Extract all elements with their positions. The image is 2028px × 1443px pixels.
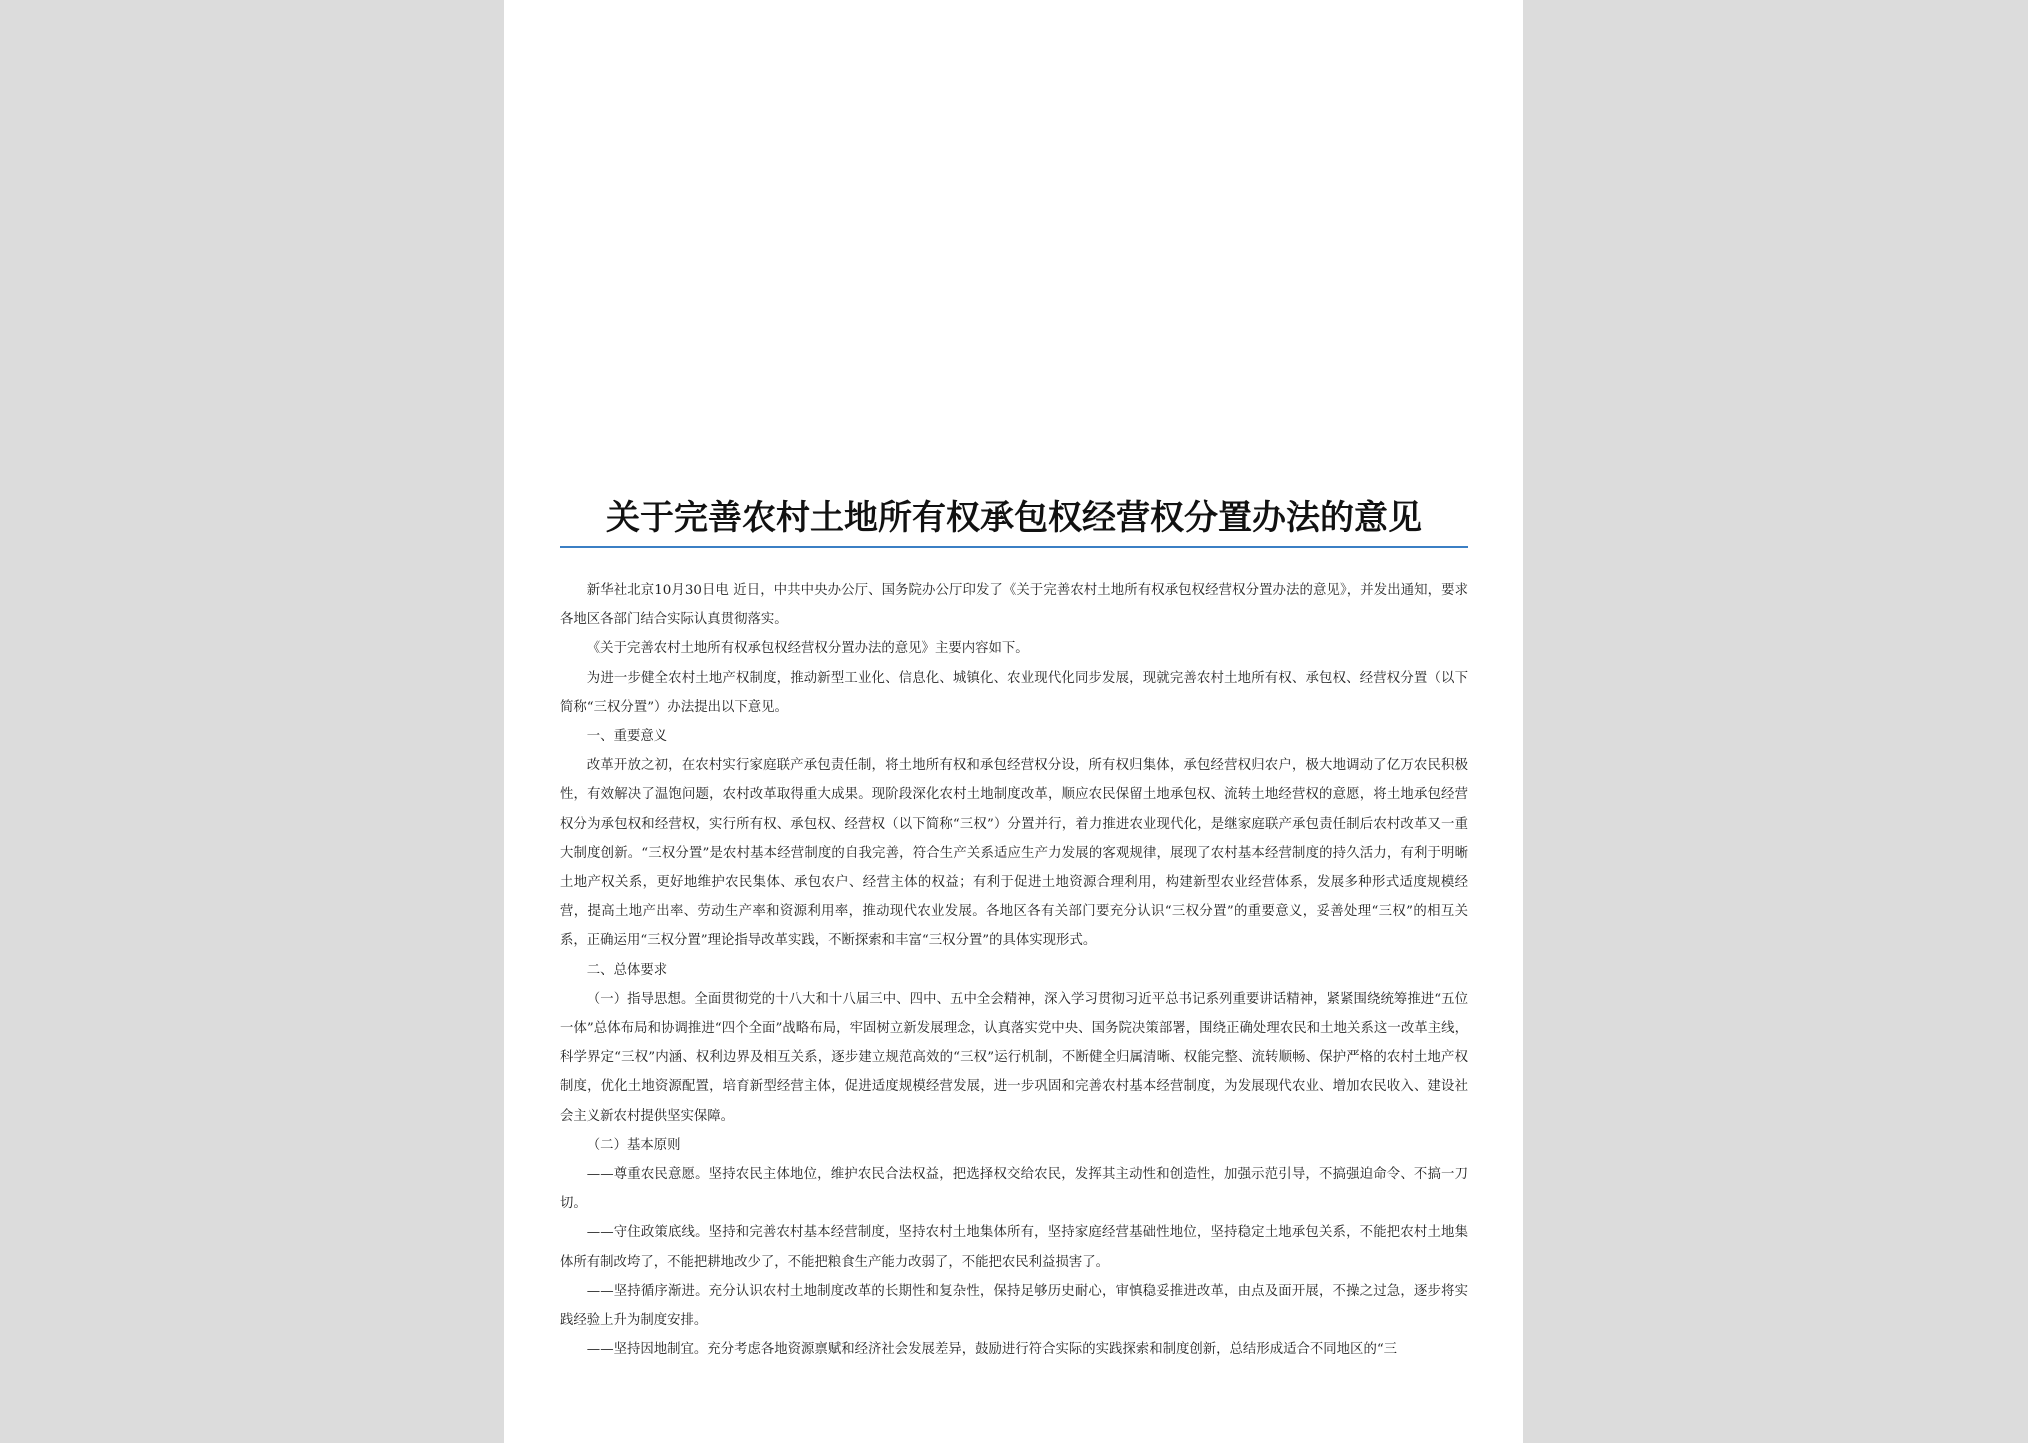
document-body (560, 576, 1468, 1364)
paragraph-guiding-ideology: （一）指导思想。全面贯彻党的十八大和十八届三中、四中、五中全会精神，深入学习贯彻习近平总书记系列重要讲话精神，紧紧围绕统筹推进“五位一体”总体布局和协调推进“四个全面”战略布局，牢固树立新发展理念，认真落实党中央、国务院决策部署，围绕正确处理农民和土地关系这一改革主线，科学界定“三权”内涵、权利边界及相互关系，逐步建立规范高效的“三权”运行机制，不断健全归属清晰、权能完整、流转顺畅、保护严格的农村土地产权制度，优化土地资源配置，培育新型经营主体，促进适度规模经营发展，进一步巩固和完善农村基本经营制度，为发展现代农业、增加农民收入、建设社会主义新农村提供坚实保障。 (560, 991, 1468, 1124)
title-underline (560, 546, 1468, 548)
paragraph-purpose: 为进一步健全农村土地产权制度，推动新型工业化、信息化、城镇化、农业现代化同步发展，现就完善农村土地所有权、承包权、经营权分置（以下简称“三权分置”）办法提出以下意见。 (560, 670, 1468, 715)
paragraph-content-intro: 《关于完善农村土地所有权承包权经营权分置办法的意见》主要内容如下。 (586, 641, 1029, 657)
document-page (504, 0, 1523, 1443)
document-title: 关于完善农村土地所有权承包权经营权分置办法的意见 (606, 498, 1422, 538)
paragraph-importance: 改革开放之初，在农村实行家庭联产承包责任制，将土地所有权和承包经营权分设，所有权归集体，承包经营权归农户，极大地调动了亿万农民积极性，有效解决了温饱问题，农村改革取得重大成果。现阶段深化农村土地制度改革，顺应农民保留土地承包权、流转土地经营权的意愿，将土地承包经营权分为承包权和经营权，实行所有权、承包权、经营权（以下简称“三权”）分置并行，着力推进农业现代化，是继家庭联产承包责任制后农村改革又一重大制度创新。“三权分置”是农村基本经营制度的自我完善，符合生产关系适应生产力发展的客观规律，展现了农村基本经营制度的持久活力，有利于明晰土地产权关系，更好地维护农民集体、承包农户、经营主体的权益；有利于促进土地资源合理利用，构建新型农业经营体系，发展多种形式适度规模经营，提高土地产出率、劳动生产率和资源利用率，推动现代农业发展。各地区各有关部门要充分认识“三权分置”的重要意义，妥善处理“三权”的相互关系，正确运用“三权分置”理论指导改革实践，不断探索和丰富“三权分置”的具体实现形式。 (560, 758, 1468, 949)
section-heading-importance: 一、重要意义 (586, 729, 668, 745)
section-heading-general-requirements: 二、总体要求 (586, 962, 668, 978)
paragraph-news-intro: 新华社北京10月30日电 近日，中共中央办公厅、国务院办公厅印发了《关于完善农村土地所有权承包权经营权分置办法的意见》，并发出通知，要求各地区各部门结合实际认真贯彻落实。 (560, 583, 1468, 628)
subheading-basic-principles: （二）基本原则 (586, 1137, 681, 1153)
paragraph-principle-local-conditions: ——坚持因地制宜。充分考虑各地资源禀赋和经济社会发展差异，鼓励进行符合实际的实践探索和制度创新，总结形成适合不同地区的“三 (586, 1342, 1398, 1358)
paragraph-principle-gradual-progress: ——坚持循序渐进。充分认识农村土地制度改革的长期性和复杂性，保持足够历史耐心，审慎稳妥推进改革，由点及面开展，不操之过急，逐步将实践经验上升为制度安排。 (560, 1283, 1468, 1329)
paragraph-principle-policy-bottom-line: ——守住政策底线。坚持和完善农村基本经营制度，坚持农村土地集体所有，坚持家庭经营基础性地位，坚持稳定土地承包关系，不能把农村土地集体所有制改垮了，不能把耕地改少了，不能把粮食生产能力改弱了，不能把农民利益损害了。 (560, 1225, 1468, 1270)
paragraph-principle-respect-farmers: ——尊重农民意愿。坚持农民主体地位，维护农民合法权益，把选择权交给农民，发挥其主动性和创造性，加强示范引导，不搞强迫命令、不搞一刀切。 (560, 1167, 1468, 1212)
